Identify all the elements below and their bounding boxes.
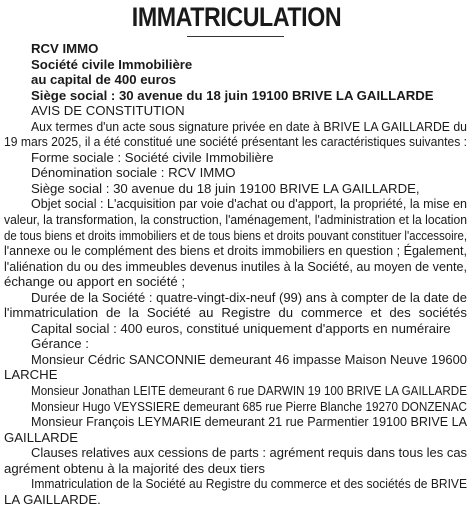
notice-body: [4, 41, 467, 507]
company-capital: au capital de 400 euros: [31, 72, 177, 88]
text-line: Monsieur Jonathan LEITE demeurant 6 rue DARWIN 19 100 BRIVE LA GAILLARDE: [31, 383, 467, 399]
text-line: 19 mars 2025, il a été constitué une société présentant les caractéristiques suivantes :: [4, 134, 468, 150]
text-line: LARCHE: [4, 367, 58, 383]
text-line: Monsieur Hugo VEYSSIERE demeurant 685 rue Pierre Blanche 19270 DONZENAC: [31, 398, 468, 414]
text-line: Monsieur Cédric SANCONNIE demeurant 46 impasse Maison Neuve 19600: [31, 351, 468, 367]
text-line: GAILLARDE: [4, 429, 79, 445]
notice-type: AVIS DE CONSTITUTION: [31, 103, 185, 119]
text-line: Durée de la Société : quatre-vingt-dix-neuf (99) ans à compter de la date de: [31, 289, 467, 305]
text-line: de tous biens et droits immobiliers et de tous biens et droits pouvant constituer l'accessoire,: [4, 227, 467, 243]
text-line: l'annexe ou le complément des biens et droits immobiliers en question ; Également,: [4, 243, 468, 259]
text-line: Gérance :: [31, 336, 89, 352]
text-line: Clauses relatives aux cessions de parts : agrément requis dans tous les cas: [31, 445, 468, 461]
text-line: Immatriculation de la Société au Registre du commerce et des sociétés de BRIVE: [31, 476, 467, 492]
company-name: RCV IMMO: [31, 41, 99, 56]
notice-title: IMMATRICULATION: [131, 2, 342, 32]
text-line: Monsieur François LEYMARIE demeurant 21 rue Parmentier 19100 BRIVE LA: [31, 414, 467, 430]
company-form: Société civile Immobilière: [31, 56, 193, 72]
text-line: l'immatriculation de la Société au Registre du commerce et des sociétés: [4, 305, 467, 321]
text-line: échange ou apport en société ;: [4, 274, 186, 290]
title-underline: [187, 36, 284, 37]
text-line: l'aliénation du ou des immeubles devenus inutiles à la Société, au moyen de vente,: [4, 258, 467, 274]
company-registered-office: Siège social : 30 avenue du 18 juin 19100 BRIVE LA GAILLARDE: [31, 87, 434, 103]
text-line: valeur, la transformation, la construction, l'aménagement, l'administration et la location: [4, 212, 467, 228]
text-line: Forme sociale : Société civile Immobilière: [31, 149, 274, 165]
text-line: LA GAILLARDE.: [4, 491, 101, 507]
text-line: agrément obtenu à la majorité des deux tiers: [4, 460, 265, 476]
text-line: Siège social : 30 avenue du 18 juin 19100 BRIVE LA GAILLARDE,: [31, 180, 420, 196]
text-line: Capital social : 400 euros, constitué uniquement d'apports en numéraire: [31, 320, 451, 336]
text-line: Aux termes d'un acte sous signature privée en date à BRIVE LA GAILLARDE du: [31, 118, 468, 134]
text-line: Objet social : L'acquisition par voie d'achat ou d'apport, la propriété, la mise en: [31, 196, 468, 212]
text-line: Dénomination sociale : RCV IMMO: [31, 165, 236, 181]
